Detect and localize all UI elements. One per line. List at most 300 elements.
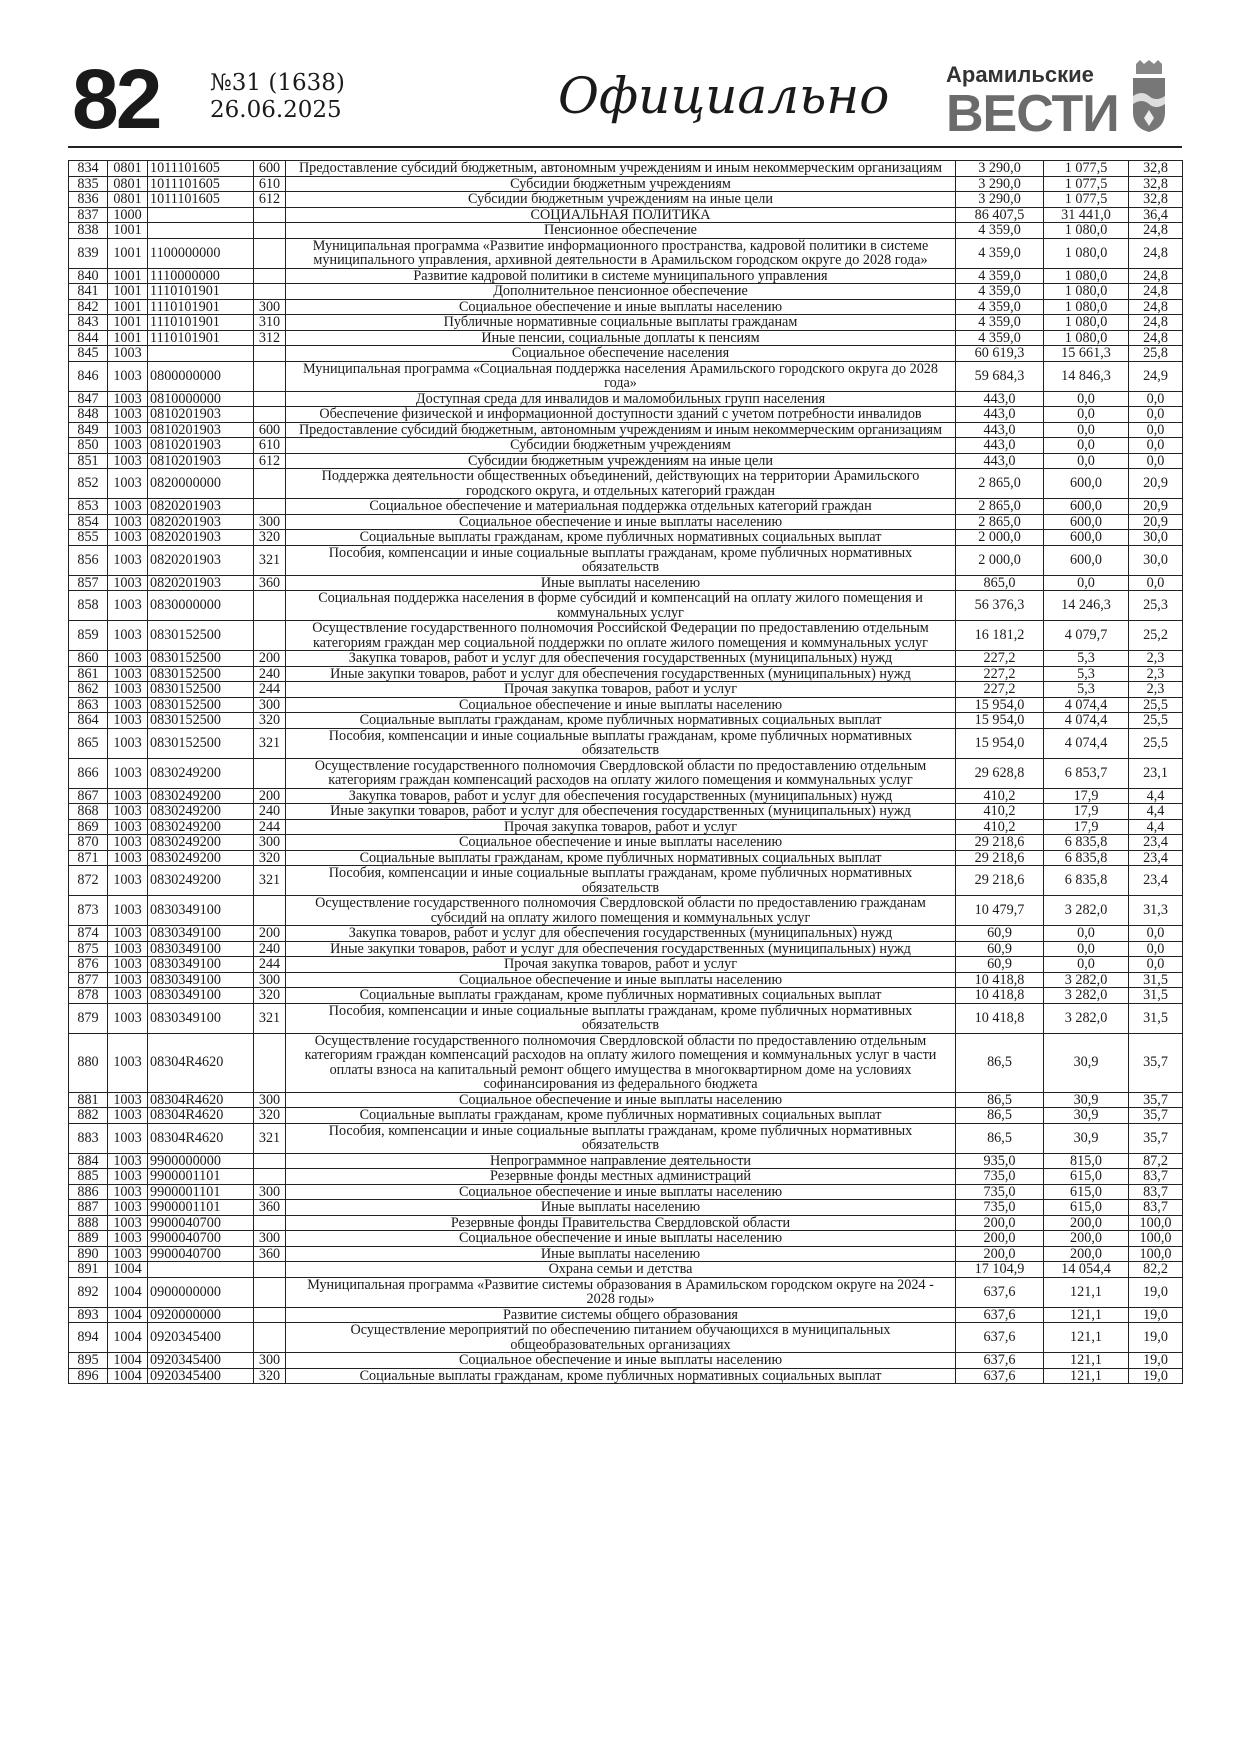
section-code: 1003 [108, 1092, 148, 1108]
target-article: 0830249200 [148, 819, 254, 835]
row-number: 845 [69, 346, 108, 362]
expense-type: 320 [254, 850, 286, 866]
table-row [69, 1323, 1183, 1353]
table-row [69, 1200, 1183, 1216]
expense-type: 321 [254, 1003, 286, 1033]
table-row [69, 422, 1183, 438]
row-number: 861 [69, 666, 108, 682]
section-code: 1003 [108, 713, 148, 729]
target-article: 1011101605 [148, 192, 254, 208]
description: Социальное обеспечение и иные выплаты населению [286, 299, 956, 315]
expense-type [254, 346, 286, 362]
description: Резервные фонды местных администраций [286, 1169, 956, 1185]
plan-amount: 2 865,0 [956, 499, 1044, 515]
expense-type: 612 [254, 192, 286, 208]
plan-amount: 10 479,7 [956, 896, 1044, 926]
table-row [69, 1246, 1183, 1262]
actual-amount: 4 074,4 [1044, 713, 1129, 729]
execution-percent: 24,9 [1129, 361, 1183, 391]
description: Социальное обеспечение населения [286, 346, 956, 362]
target-article: 9900001101 [148, 1184, 254, 1200]
description: Муниципальная программа «Развитие информационного пространства, кадровой политики в системе муниципального управления, архивной деятельности в Арамильском городском округе до 2028 года» [286, 238, 956, 268]
description: Субсидии бюджетным учреждениям [286, 438, 956, 454]
actual-amount: 815,0 [1044, 1153, 1129, 1169]
row-number: 860 [69, 651, 108, 667]
execution-percent: 25,5 [1129, 697, 1183, 713]
target-article: 0830349100 [148, 1003, 254, 1033]
target-article: 0830152500 [148, 697, 254, 713]
plan-amount: 10 418,8 [956, 972, 1044, 988]
actual-amount: 30,9 [1044, 1092, 1129, 1108]
target-article: 0810201903 [148, 438, 254, 454]
execution-percent: 19,0 [1129, 1277, 1183, 1307]
expense-type [254, 1215, 286, 1231]
target-article: 0820201903 [148, 575, 254, 591]
logo-line-1: Арамильские [946, 62, 1094, 87]
plan-amount: 59 684,3 [956, 361, 1044, 391]
target-article: 0820000000 [148, 469, 254, 499]
row-number: 893 [69, 1307, 108, 1323]
description: Пособия, компенсации и иные социальные выплаты гражданам, кроме публичных нормативных обязательств [286, 1003, 956, 1033]
section-code: 1001 [108, 330, 148, 346]
execution-percent: 25,5 [1129, 713, 1183, 729]
actual-amount: 17,9 [1044, 819, 1129, 835]
plan-amount: 443,0 [956, 453, 1044, 469]
expense-type [254, 1307, 286, 1323]
description: Осуществление государственного полномочия Свердловской области по предоставлению отдельным категориям граждан компенсаций расходов на оплату жилого помещения и коммунальных услуг в части оплаты взноса на капитальный ремонт общего имущества в многоквартирном доме на условиях софинансирования из федерального бюджета [286, 1033, 956, 1092]
row-number: 875 [69, 941, 108, 957]
plan-amount: 443,0 [956, 407, 1044, 423]
plan-amount: 60,9 [956, 957, 1044, 973]
execution-percent: 31,5 [1129, 972, 1183, 988]
section-code: 1003 [108, 407, 148, 423]
row-number: 880 [69, 1033, 108, 1092]
row-number: 896 [69, 1368, 108, 1384]
actual-amount: 200,0 [1044, 1215, 1129, 1231]
actual-amount: 600,0 [1044, 514, 1129, 530]
target-article [148, 346, 254, 362]
expense-type: 610 [254, 438, 286, 454]
description: Пособия, компенсации и иные социальные выплаты гражданам, кроме публичных нормативных обязательств [286, 866, 956, 896]
actual-amount: 4 074,4 [1044, 697, 1129, 713]
description: Социальные выплаты гражданам, кроме публичных нормативных социальных выплат [286, 713, 956, 729]
target-article: 0830152500 [148, 713, 254, 729]
target-article: 9900000000 [148, 1153, 254, 1169]
description: Публичные нормативные социальные выплаты гражданам [286, 315, 956, 331]
target-article: 0810201903 [148, 422, 254, 438]
actual-amount: 5,3 [1044, 651, 1129, 667]
plan-amount: 4 359,0 [956, 299, 1044, 315]
expense-type [254, 896, 286, 926]
expense-type: 600 [254, 422, 286, 438]
expense-type: 320 [254, 1108, 286, 1124]
table-row [69, 361, 1183, 391]
target-article: 08304R4620 [148, 1108, 254, 1124]
table-row [69, 988, 1183, 1004]
table-row [69, 499, 1183, 515]
section-code: 1001 [108, 284, 148, 300]
description: Обеспечение физической и информационной доступности зданий с учетом потребности инвалидов [286, 407, 956, 423]
expense-type [254, 1153, 286, 1169]
expense-type [254, 499, 286, 515]
execution-percent: 30,0 [1129, 530, 1183, 546]
expense-type [254, 1277, 286, 1307]
section-title: Официально [558, 67, 890, 125]
plan-amount: 410,2 [956, 804, 1044, 820]
row-number: 894 [69, 1323, 108, 1353]
expense-type [254, 1169, 286, 1185]
section-code: 1003 [108, 469, 148, 499]
plan-amount: 2 000,0 [956, 545, 1044, 575]
target-article: 0830349100 [148, 926, 254, 942]
expense-type: 244 [254, 819, 286, 835]
issue-info [210, 70, 345, 124]
target-article: 0830000000 [148, 591, 254, 621]
section-code: 1003 [108, 866, 148, 896]
description: Прочая закупка товаров, работ и услуг [286, 819, 956, 835]
execution-percent: 2,3 [1129, 682, 1183, 698]
table-row [69, 591, 1183, 621]
execution-percent: 82,2 [1129, 1262, 1183, 1278]
table-row [69, 957, 1183, 973]
expense-type: 610 [254, 176, 286, 192]
table-row [69, 1153, 1183, 1169]
execution-percent: 83,7 [1129, 1169, 1183, 1185]
target-article: 1011101605 [148, 176, 254, 192]
plan-amount: 443,0 [956, 391, 1044, 407]
row-number: 885 [69, 1169, 108, 1185]
actual-amount: 30,9 [1044, 1033, 1129, 1092]
description: Субсидии бюджетным учреждениям на иные цели [286, 192, 956, 208]
description: Социальное обеспечение и иные выплаты населению [286, 835, 956, 851]
plan-amount: 227,2 [956, 682, 1044, 698]
actual-amount: 121,1 [1044, 1353, 1129, 1369]
actual-amount: 0,0 [1044, 926, 1129, 942]
section-code: 1003 [108, 391, 148, 407]
expense-type [254, 391, 286, 407]
table-row [69, 1215, 1183, 1231]
section-code: 1003 [108, 651, 148, 667]
actual-amount: 3 282,0 [1044, 988, 1129, 1004]
description: Социальное обеспечение и иные выплаты населению [286, 697, 956, 713]
actual-amount: 121,1 [1044, 1368, 1129, 1384]
table-row [69, 223, 1183, 239]
section-code: 1003 [108, 1169, 148, 1185]
execution-percent: 0,0 [1129, 422, 1183, 438]
issue-date: 26.06.2025 [210, 97, 342, 123]
actual-amount: 3 282,0 [1044, 972, 1129, 988]
actual-amount: 1 080,0 [1044, 299, 1129, 315]
description: Социальная поддержка населения в форме субсидий и компенсаций на оплату жилого помещения и коммунальных услуг [286, 591, 956, 621]
plan-amount: 2 000,0 [956, 530, 1044, 546]
plan-amount: 2 865,0 [956, 469, 1044, 499]
actual-amount: 0,0 [1044, 391, 1129, 407]
row-number: 844 [69, 330, 108, 346]
table-row [69, 453, 1183, 469]
table-row [69, 514, 1183, 530]
section-code: 1003 [108, 682, 148, 698]
target-article [148, 223, 254, 239]
row-number: 873 [69, 896, 108, 926]
table-row [69, 728, 1183, 758]
actual-amount: 600,0 [1044, 530, 1129, 546]
plan-amount: 60,9 [956, 941, 1044, 957]
description: Социальные выплаты гражданам, кроме публичных нормативных социальных выплат [286, 1108, 956, 1124]
actual-amount: 30,9 [1044, 1108, 1129, 1124]
description: Субсидии бюджетным учреждениям [286, 176, 956, 192]
section-code: 1003 [108, 804, 148, 820]
target-article: 0830249200 [148, 758, 254, 788]
description: Социальные выплаты гражданам, кроме публичных нормативных социальных выплат [286, 1368, 956, 1384]
execution-percent: 25,3 [1129, 591, 1183, 621]
row-number: 889 [69, 1231, 108, 1247]
actual-amount: 600,0 [1044, 469, 1129, 499]
section-code: 1004 [108, 1307, 148, 1323]
expense-type: 240 [254, 941, 286, 957]
section-code: 1003 [108, 896, 148, 926]
plan-amount: 637,6 [956, 1323, 1044, 1353]
row-number: 855 [69, 530, 108, 546]
target-article: 08304R4620 [148, 1092, 254, 1108]
section-code: 1001 [108, 238, 148, 268]
description: Резервные фонды Правительства Свердловской области [286, 1215, 956, 1231]
actual-amount: 615,0 [1044, 1200, 1129, 1216]
plan-amount: 86,5 [956, 1108, 1044, 1124]
actual-amount: 6 853,7 [1044, 758, 1129, 788]
section-code: 1003 [108, 453, 148, 469]
plan-amount: 410,2 [956, 819, 1044, 835]
execution-percent: 23,4 [1129, 866, 1183, 896]
row-number: 862 [69, 682, 108, 698]
table-row [69, 926, 1183, 942]
row-number: 857 [69, 575, 108, 591]
section-code: 1003 [108, 1215, 148, 1231]
row-number: 879 [69, 1003, 108, 1033]
expense-type: 321 [254, 1123, 286, 1153]
description: Закупка товаров, работ и услуг для обеспечения государственных (муниципальных) нужд [286, 651, 956, 667]
target-article: 0920345400 [148, 1368, 254, 1384]
plan-amount: 10 418,8 [956, 1003, 1044, 1033]
target-article: 0820201903 [148, 499, 254, 515]
actual-amount: 121,1 [1044, 1323, 1129, 1353]
page-header [68, 52, 1182, 148]
description: СОЦИАЛЬНАЯ ПОЛИТИКА [286, 207, 956, 223]
description: Иные выплаты населению [286, 1246, 956, 1262]
target-article: 0800000000 [148, 361, 254, 391]
row-number: 866 [69, 758, 108, 788]
row-number: 877 [69, 972, 108, 988]
row-number: 881 [69, 1092, 108, 1108]
plan-amount: 200,0 [956, 1215, 1044, 1231]
target-article: 0830152500 [148, 728, 254, 758]
actual-amount: 3 282,0 [1044, 1003, 1129, 1033]
row-number: 888 [69, 1215, 108, 1231]
execution-percent: 87,2 [1129, 1153, 1183, 1169]
execution-percent: 20,9 [1129, 499, 1183, 515]
execution-percent: 24,8 [1129, 284, 1183, 300]
description: Социальное обеспечение и иные выплаты населению [286, 1353, 956, 1369]
section-code: 1004 [108, 1277, 148, 1307]
row-number: 850 [69, 438, 108, 454]
section-code: 1003 [108, 346, 148, 362]
target-article: 0820201903 [148, 514, 254, 530]
table-row [69, 1169, 1183, 1185]
target-article: 0830249200 [148, 788, 254, 804]
section-code: 1003 [108, 972, 148, 988]
description: Предоставление субсидий бюджетным, автономным учреждениям и иным некоммерческим организациям [286, 161, 956, 177]
expense-type [254, 268, 286, 284]
table-row [69, 1307, 1183, 1323]
actual-amount: 4 074,4 [1044, 728, 1129, 758]
plan-amount: 3 290,0 [956, 192, 1044, 208]
row-number: 843 [69, 315, 108, 331]
table-row [69, 697, 1183, 713]
plan-amount: 29 218,6 [956, 835, 1044, 851]
table-row [69, 972, 1183, 988]
target-article: 1011101605 [148, 161, 254, 177]
description: Закупка товаров, работ и услуг для обеспечения государственных (муниципальных) нужд [286, 788, 956, 804]
table-row [69, 835, 1183, 851]
table-row [69, 1277, 1183, 1307]
execution-percent: 100,0 [1129, 1246, 1183, 1262]
description: Осуществление государственного полномочия Свердловской области по предоставлению гражданам субсидий на оплату жилого помещения и коммунальных услуг [286, 896, 956, 926]
description: Предоставление субсидий бюджетным, автономным учреждениям и иным некоммерческим организациям [286, 422, 956, 438]
execution-percent: 19,0 [1129, 1323, 1183, 1353]
description: Социальные выплаты гражданам, кроме публичных нормативных социальных выплат [286, 850, 956, 866]
plan-amount: 86,5 [956, 1033, 1044, 1092]
actual-amount: 1 080,0 [1044, 238, 1129, 268]
plan-amount: 637,6 [956, 1307, 1044, 1323]
table-row [69, 1108, 1183, 1124]
actual-amount: 1 080,0 [1044, 330, 1129, 346]
target-article: 0830349100 [148, 941, 254, 957]
target-article: 0900000000 [148, 1277, 254, 1307]
row-number: 878 [69, 988, 108, 1004]
section-code: 1003 [108, 988, 148, 1004]
row-number: 839 [69, 238, 108, 268]
expense-type [254, 1323, 286, 1353]
target-article: 0920345400 [148, 1323, 254, 1353]
description: Муниципальная программа «Социальная поддержка населения Арамильского городского округа до 2028 года» [286, 361, 956, 391]
target-article: 0920345400 [148, 1353, 254, 1369]
row-number: 872 [69, 866, 108, 896]
table-row [69, 682, 1183, 698]
table-row [69, 621, 1183, 651]
expense-type [254, 758, 286, 788]
plan-amount: 637,6 [956, 1368, 1044, 1384]
expense-type [254, 1262, 286, 1278]
table-body [69, 161, 1183, 1384]
execution-percent: 19,0 [1129, 1307, 1183, 1323]
row-number: 884 [69, 1153, 108, 1169]
row-number: 890 [69, 1246, 108, 1262]
execution-percent: 2,3 [1129, 651, 1183, 667]
description: Социальное обеспечение и иные выплаты населению [286, 1092, 956, 1108]
row-number: 883 [69, 1123, 108, 1153]
actual-amount: 1 077,5 [1044, 161, 1129, 177]
description: Прочая закупка товаров, работ и услуг [286, 957, 956, 973]
description: Социальные выплаты гражданам, кроме публичных нормативных социальных выплат [286, 530, 956, 546]
expense-type [254, 284, 286, 300]
description: Иные закупки товаров, работ и услуг для обеспечения государственных (муниципальных) нужд [286, 804, 956, 820]
plan-amount: 86,5 [956, 1123, 1044, 1153]
execution-percent: 35,7 [1129, 1123, 1183, 1153]
execution-percent: 23,4 [1129, 850, 1183, 866]
section-code: 0801 [108, 176, 148, 192]
row-number: 871 [69, 850, 108, 866]
expense-type: 300 [254, 1231, 286, 1247]
actual-amount: 0,0 [1044, 438, 1129, 454]
execution-percent: 32,8 [1129, 161, 1183, 177]
actual-amount: 17,9 [1044, 804, 1129, 820]
actual-amount: 121,1 [1044, 1307, 1129, 1323]
table-row [69, 192, 1183, 208]
expense-type: 300 [254, 972, 286, 988]
plan-amount: 4 359,0 [956, 315, 1044, 331]
actual-amount: 0,0 [1044, 941, 1129, 957]
row-number: 892 [69, 1277, 108, 1307]
execution-percent: 0,0 [1129, 926, 1183, 942]
target-article: 0810000000 [148, 391, 254, 407]
description: Пенсионное обеспечение [286, 223, 956, 239]
actual-amount: 15 661,3 [1044, 346, 1129, 362]
section-code: 1004 [108, 1262, 148, 1278]
execution-percent: 0,0 [1129, 453, 1183, 469]
actual-amount: 14 846,3 [1044, 361, 1129, 391]
table-row [69, 268, 1183, 284]
table-row [69, 1092, 1183, 1108]
row-number: 870 [69, 835, 108, 851]
actual-amount: 0,0 [1044, 453, 1129, 469]
row-number: 891 [69, 1262, 108, 1278]
target-article [148, 207, 254, 223]
section-code: 1003 [108, 591, 148, 621]
description: Развитие системы общего образования [286, 1307, 956, 1323]
section-code: 1003 [108, 1184, 148, 1200]
target-article: 0830349100 [148, 896, 254, 926]
row-number: 840 [69, 268, 108, 284]
execution-percent: 24,8 [1129, 315, 1183, 331]
execution-percent: 20,9 [1129, 469, 1183, 499]
expense-type: 320 [254, 530, 286, 546]
table-row [69, 238, 1183, 268]
plan-amount: 637,6 [956, 1353, 1044, 1369]
actual-amount: 615,0 [1044, 1184, 1129, 1200]
row-number: 865 [69, 728, 108, 758]
execution-percent: 0,0 [1129, 941, 1183, 957]
execution-percent: 35,7 [1129, 1108, 1183, 1124]
table-row [69, 1262, 1183, 1278]
table-row [69, 866, 1183, 896]
execution-percent: 23,1 [1129, 758, 1183, 788]
execution-percent: 100,0 [1129, 1215, 1183, 1231]
table-row [69, 575, 1183, 591]
description: Осуществление государственного полномочия Российской Федерации по предоставлению отдельным категориям граждан мер социальной поддержки по оплате жилого помещения и коммунальных услуг [286, 621, 956, 651]
expense-type: 300 [254, 299, 286, 315]
description: Прочая закупка товаров, работ и услуг [286, 682, 956, 698]
plan-amount: 443,0 [956, 438, 1044, 454]
table-row [69, 651, 1183, 667]
description: Социальное обеспечение и иные выплаты населению [286, 1231, 956, 1247]
actual-amount: 1 080,0 [1044, 284, 1129, 300]
section-code: 1003 [108, 850, 148, 866]
description: Иные пенсии, социальные доплаты к пенсиям [286, 330, 956, 346]
execution-percent: 35,7 [1129, 1033, 1183, 1092]
plan-amount: 86,5 [956, 1092, 1044, 1108]
target-article: 9900001101 [148, 1200, 254, 1216]
section-code: 1003 [108, 514, 148, 530]
target-article: 0830349100 [148, 972, 254, 988]
